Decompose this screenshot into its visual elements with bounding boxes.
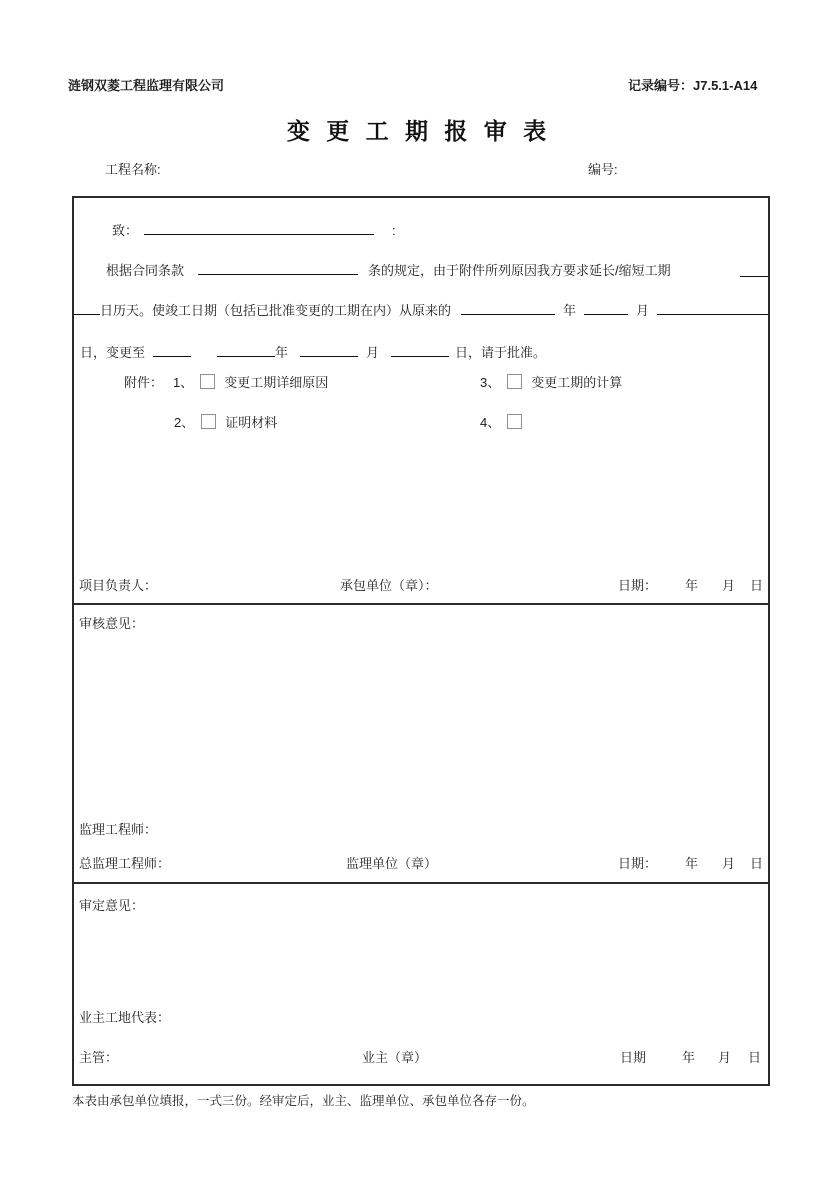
owner-site-rep-label: 业主工地代表：: [79, 1010, 171, 1025]
project-name-label: 工程名称:: [105, 162, 161, 177]
page-title: 变 更 工 期 报 审 表: [286, 118, 552, 144]
orig-year-blank[interactable]: [461, 300, 555, 315]
change-prefix: 日，变更至: [80, 345, 146, 360]
contractor-month-label: 月: [722, 578, 736, 593]
change-day-blank[interactable]: [391, 342, 449, 357]
attachment-1-label: 变更工期详细原因: [224, 375, 329, 390]
decision-date-label: 日期: [620, 1050, 647, 1065]
orig-month-blank[interactable]: [584, 300, 628, 315]
attachment-3-checkbox[interactable]: [507, 374, 522, 389]
duration-text: 日历天。使竣工日期（包括已批准变更的工期在内）从原来的: [100, 303, 452, 318]
attachment-row-1-right: [480, 374, 622, 391]
project-leader-label: 项目负责人：: [79, 578, 158, 593]
review-day-label: 日: [750, 856, 764, 871]
attachment-1-no: 1、: [173, 375, 194, 390]
attachment-row-1-left: [124, 374, 328, 391]
record-number: 记录编号：J7.5.1-A14: [628, 78, 758, 93]
clause-line: [106, 260, 671, 279]
owner-unit-label: 业主（章）: [362, 1050, 428, 1065]
supervising-engineer-label: 监理工程师：: [79, 822, 158, 837]
contractor-year-label: 年: [685, 578, 699, 593]
decision-month-label: 月: [718, 1050, 732, 1065]
attachment-1-checkbox[interactable]: [200, 374, 215, 389]
review-opinion-label: 审核意见：: [79, 616, 145, 631]
attachment-2-checkbox[interactable]: [201, 414, 216, 429]
to-trailing-colon: :: [392, 223, 396, 238]
contractor-day-label: 日: [750, 578, 764, 593]
attachment-row-2-right: [480, 414, 531, 431]
change-line: [80, 342, 546, 361]
supervision-unit-label: 监理单位（章）: [346, 856, 438, 871]
form-table: [72, 196, 770, 1086]
review-month-label: 月: [722, 856, 736, 871]
to-line: [112, 220, 396, 239]
duration-line: [74, 300, 768, 319]
attachment-4-checkbox[interactable]: [507, 414, 522, 429]
attachment-2-no: 2、: [174, 415, 195, 430]
supervisor-label: 主管：: [79, 1050, 119, 1065]
contractor-unit-label: 承包单位（章）：: [340, 578, 438, 593]
to-blank-line[interactable]: [144, 220, 374, 235]
orig-month-label: 月: [636, 303, 650, 318]
attachment-row-2-left: [174, 414, 277, 431]
doc-number-label: 编号:: [588, 162, 618, 177]
clause-suffix: 条的规定，由于附件所列原因我方要求延长/缩短工期: [368, 263, 671, 278]
review-date-label: 日期：: [618, 856, 658, 871]
to-label: 致：: [112, 223, 139, 238]
section-divider-2: [74, 882, 768, 884]
decision-day-label: 日: [748, 1050, 762, 1065]
clause-blank-line[interactable]: [198, 260, 358, 275]
attachments-label: 附件：: [124, 375, 164, 390]
change-month-label: 月: [366, 345, 380, 360]
days-blank-line-left[interactable]: [74, 300, 100, 315]
footer-note: 本表由承包单位填报，一式三份。经审定后，业主、监理单位、承包单位各存一份。: [72, 1094, 535, 1108]
attachment-3-no: 3、: [480, 375, 501, 390]
clause-prefix: 根据合同条款: [106, 263, 185, 278]
chief-engineer-label: 总监理工程师：: [79, 856, 171, 871]
contractor-date-label: 日期：: [618, 578, 658, 593]
attachment-4-no: 4、: [480, 415, 501, 430]
company-name: 涟钢双菱工程监理有限公司: [68, 78, 225, 93]
change-suffix: 日，请于批准。: [455, 345, 547, 360]
days-blank-line-right[interactable]: [740, 260, 768, 277]
decision-year-label: 年: [682, 1050, 696, 1065]
decision-opinion-label: 审定意见：: [79, 898, 145, 913]
change-year-blank[interactable]: [217, 342, 275, 357]
section-divider-1: [74, 603, 768, 605]
orig-day-blank[interactable]: [657, 300, 768, 315]
attachment-3-label: 变更工期的计算: [531, 375, 623, 390]
attachment-2-label: 证明材料: [225, 415, 278, 430]
orig-year-label: 年: [563, 303, 577, 318]
review-year-label: 年: [685, 856, 699, 871]
change-year-label: 年: [275, 345, 289, 360]
change-blank-1[interactable]: [153, 342, 191, 357]
change-month-blank[interactable]: [300, 342, 358, 357]
